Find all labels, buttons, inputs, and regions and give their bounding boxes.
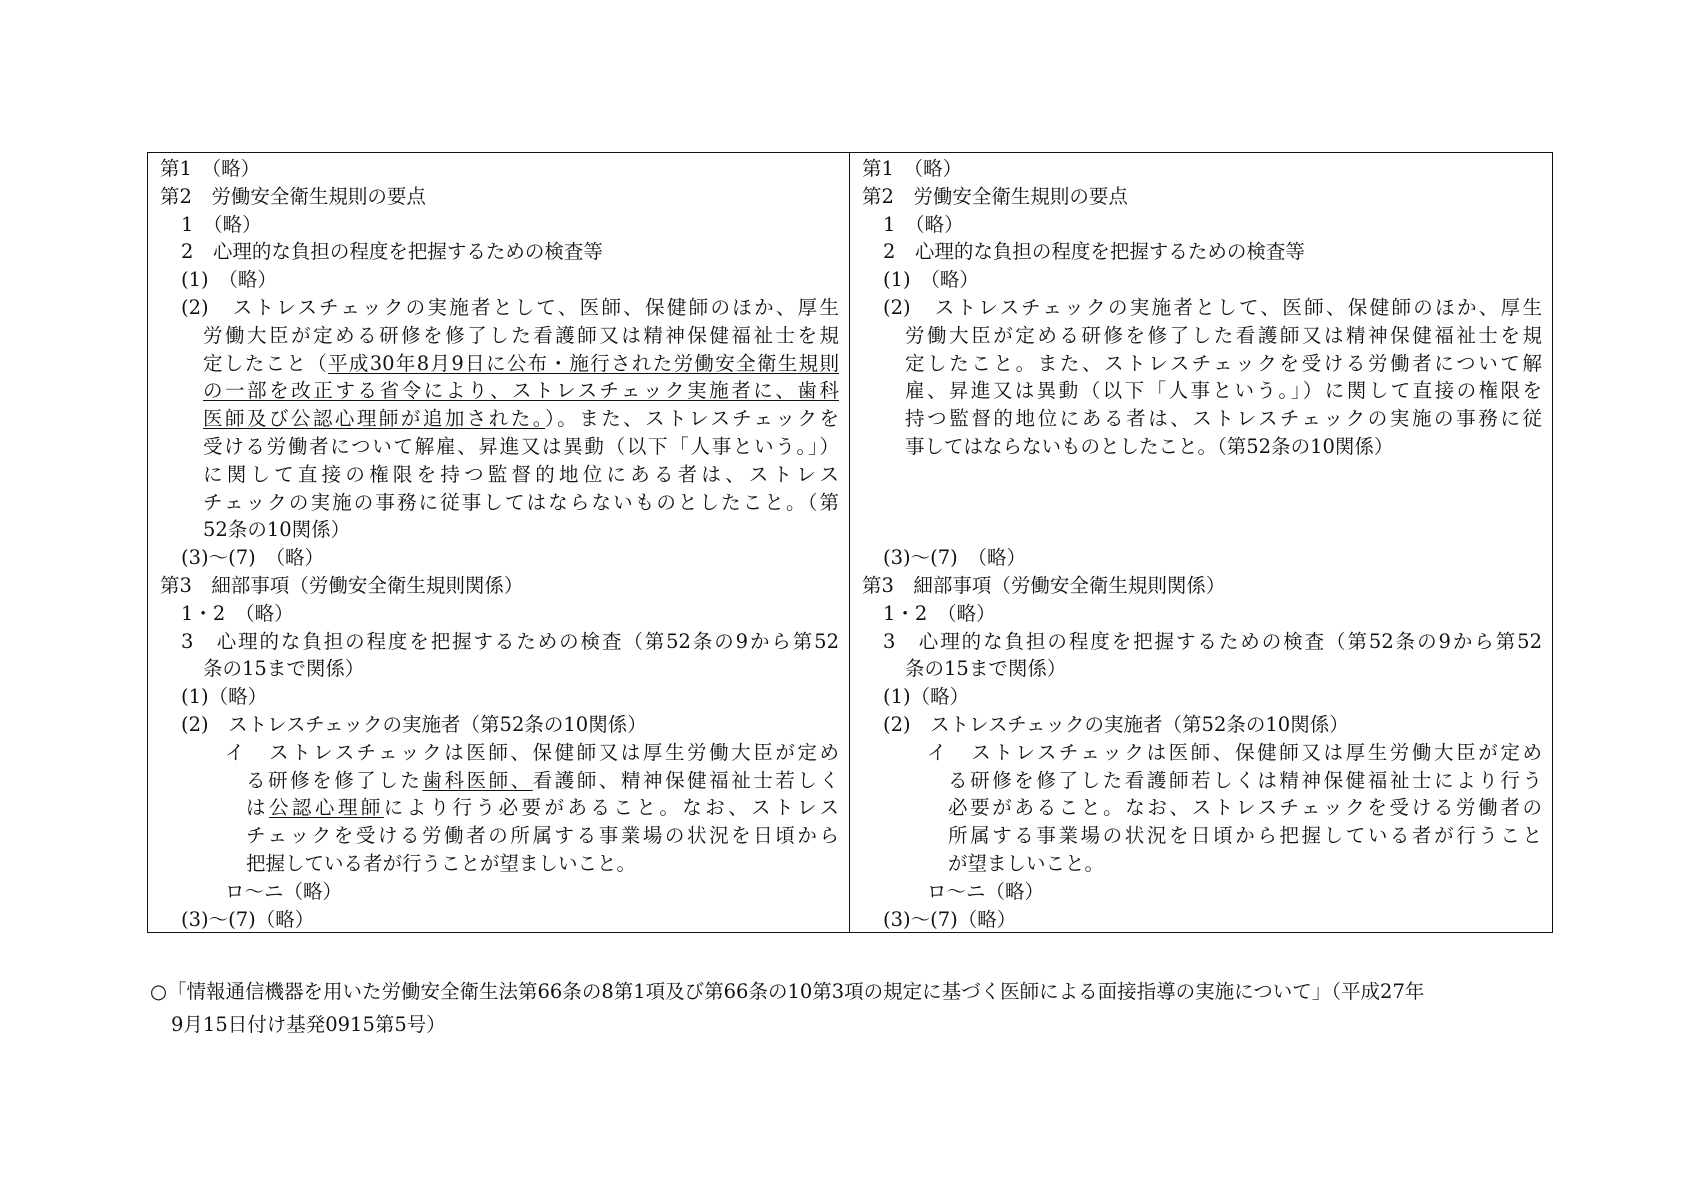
blank-line	[850, 461, 1552, 489]
line-text: (1) （略）	[181, 268, 277, 292]
right-text-line	[850, 572, 1552, 600]
line-text: (2) ストレスチェックの実施者として、医師、保健師のほか、厚生	[181, 295, 839, 319]
notice-line-2: 9月15日付け基発0915第5号）	[171, 1013, 446, 1036]
line-text: 雇、昇進又は異動（以下「人事という。」）に関して直接の権限を	[905, 379, 1542, 403]
line-text: 第3 細部事項（労働安全衛生規則関係）	[862, 573, 1226, 597]
right-text-line	[850, 767, 1552, 795]
left-text-line	[148, 322, 849, 350]
line-text: (3)～(7)（略）	[181, 907, 315, 931]
left-text-line	[148, 711, 849, 739]
line-text: ロ～ニ（略）	[927, 879, 1045, 903]
line-text: (1)（略）	[181, 685, 268, 709]
line-text: チェックを受ける労働者の所属する事業場の状況を日頃から	[246, 824, 839, 848]
line-text: 受ける労働者について解雇、昇進又は異動（以下「人事という。」）	[203, 434, 839, 458]
right-text-line	[850, 266, 1552, 294]
line-text: イ ストレスチェックは医師、保健師又は厚生労働大臣が定め	[927, 740, 1542, 764]
left-text-line	[148, 572, 849, 600]
left-text-line	[148, 683, 849, 711]
left-text-line	[148, 377, 849, 405]
left-text-line	[148, 294, 849, 322]
line-text: (3)～(7)（略）	[883, 907, 1017, 931]
left-text-line	[148, 350, 849, 378]
line-text: 定したこと（	[203, 351, 329, 375]
line-text: 労働大臣が定める研修を修了した看護師又は精神保健福祉士を規	[905, 323, 1542, 347]
line-text: (1) （略）	[883, 268, 979, 292]
right-text-line	[850, 711, 1552, 739]
left-text-line	[148, 211, 849, 239]
left-text-line	[148, 822, 849, 850]
left-text-line	[148, 433, 849, 461]
amended-text: 医師及び公認心理師が追加された。	[203, 407, 545, 431]
right-text-line	[850, 822, 1552, 850]
right-text-line	[850, 628, 1552, 656]
left-text-line	[148, 489, 849, 517]
left-text-line	[148, 516, 849, 544]
line-text: 第1 （略）	[862, 157, 963, 180]
blank-line	[850, 516, 1552, 544]
line-text: (1)（略）	[883, 685, 970, 709]
line-text: 事してはならないものとしたこと。（第52条の10関係）	[905, 434, 1394, 458]
right-text-line	[850, 850, 1552, 878]
line-text: 定したこと。また、ストレスチェックを受ける労働者について解	[905, 351, 1542, 375]
right-text-line	[850, 794, 1552, 822]
right-text-line	[850, 294, 1552, 322]
line-text: 第3 細部事項（労働安全衛生規則関係）	[160, 573, 524, 597]
left-text-line	[148, 767, 849, 795]
left-text-line	[148, 739, 849, 767]
original-column	[850, 153, 1552, 932]
line-text: 第2 労働安全衛生規則の要点	[862, 184, 1128, 208]
right-text-line	[850, 739, 1552, 767]
line-text: 第1 （略）	[160, 157, 261, 180]
right-text-line	[850, 906, 1552, 934]
right-text-line	[850, 878, 1552, 906]
amended-text: 公認心理師	[268, 796, 384, 820]
left-text-line	[148, 850, 849, 878]
line-text: に関して直接の権限を持つ監督的地位にある者は、ストレス	[203, 462, 839, 486]
left-text-line	[148, 906, 849, 934]
blank-line	[850, 489, 1552, 517]
right-text-line	[850, 377, 1552, 405]
line-text: 必要があること。なお、ストレスチェックを受ける労働者の	[948, 796, 1542, 820]
right-text-line	[850, 405, 1552, 433]
line-text: 条の15まで関係）	[203, 657, 365, 681]
right-text-line	[850, 350, 1552, 378]
line-text: (3)～(7) （略）	[181, 546, 324, 570]
right-text-line	[850, 238, 1552, 266]
left-text-line	[148, 266, 849, 294]
comparison-table	[147, 152, 1553, 933]
right-text-line	[850, 183, 1552, 211]
left-text-line	[148, 155, 849, 183]
line-text: 1 （略）	[883, 212, 964, 236]
line-text: 1 （略）	[181, 212, 262, 236]
line-text: イ ストレスチェックは医師、保健師又は厚生労働大臣が定め	[225, 740, 839, 764]
line-text: が望ましいこと。	[948, 851, 1105, 875]
line-text: 条の15まで関係）	[905, 657, 1067, 681]
left-text-line	[148, 544, 849, 572]
line-text: 労働大臣が定める研修を修了した看護師又は精神保健福祉士を規	[203, 323, 839, 347]
line-text: (2) ストレスチェックの実施者として、医師、保健師のほか、厚生	[883, 295, 1542, 319]
line-text: は	[246, 796, 269, 820]
left-text-line	[148, 655, 849, 683]
right-text-line	[850, 683, 1552, 711]
notice-line-1: ○「情報通信機器を用いた労働安全衛生法第66条の8第1項及び第66条の10第3項の規定に基づく医師による面接指導の実施について」（平成27年	[150, 980, 1425, 1003]
left-text-line	[148, 600, 849, 628]
left-text-line	[148, 878, 849, 906]
line-text: 2 心理的な負担の程度を把握するための検査等	[883, 240, 1305, 264]
right-text-line	[850, 155, 1552, 183]
line-text: (2) ストレスチェックの実施者（第52条の10関係）	[883, 712, 1349, 736]
revised-column	[148, 153, 850, 932]
line-text: 2 心理的な負担の程度を把握するための検査等	[181, 240, 603, 264]
line-text: 所属する事業場の状況を日頃から把握している者が行うこと	[948, 824, 1542, 848]
line-text: る研修を修了した	[246, 768, 423, 792]
left-text-line	[148, 461, 849, 489]
line-text: 3 心理的な負担の程度を把握するための検査（第52条の9から第52	[181, 629, 839, 653]
line-text: 第2 労働安全衛生規則の要点	[160, 184, 426, 208]
line-text: ロ～ニ（略）	[225, 879, 343, 903]
line-text: 52条の10関係）	[203, 518, 351, 542]
right-text-line	[850, 322, 1552, 350]
right-text-line	[850, 544, 1552, 572]
right-text-line	[850, 600, 1552, 628]
right-text-line	[850, 433, 1552, 461]
amended-text: 平成30年8月9日に公布・施行された労働安全衛生規則	[328, 351, 839, 375]
line-text: る研修を修了した看護師若しくは精神保健福祉士により行う	[948, 768, 1542, 792]
line-text-after: により行う必要があること。なお、ストレス	[383, 796, 839, 820]
line-text: 3 心理的な負担の程度を把握するための検査（第52条の9から第52	[883, 629, 1542, 653]
line-text: 把握している者が行うことが望ましいこと。	[246, 851, 637, 875]
left-text-line	[148, 238, 849, 266]
line-text: (2) ストレスチェックの実施者（第52条の10関係）	[181, 712, 647, 736]
line-text: 持つ監督的地位にある者は、ストレスチェックの実施の事務に従	[905, 407, 1542, 431]
left-text-line	[148, 794, 849, 822]
amended-text: の一部を改正する省令により、ストレスチェック実施者に、歯科	[203, 379, 839, 403]
notice-paragraph	[150, 975, 1556, 1041]
right-text-line	[850, 211, 1552, 239]
left-text-line	[148, 628, 849, 656]
left-text-line	[148, 405, 849, 433]
line-text-after: 看護師、精神保健福祉士若しく	[532, 768, 839, 792]
line-text: チェックの実施の事務に従事してはならないものとしたこと。（第	[203, 490, 839, 514]
line-text: 1・2 （略）	[883, 601, 996, 625]
left-text-line	[148, 183, 849, 211]
line-text-after: ）。また、ストレスチェックを	[545, 407, 839, 431]
amended-text: 歯科医師、	[422, 768, 533, 792]
line-text: (3)～(7) （略）	[883, 546, 1026, 570]
line-text: 1・2 （略）	[181, 601, 294, 625]
right-text-line	[850, 655, 1552, 683]
